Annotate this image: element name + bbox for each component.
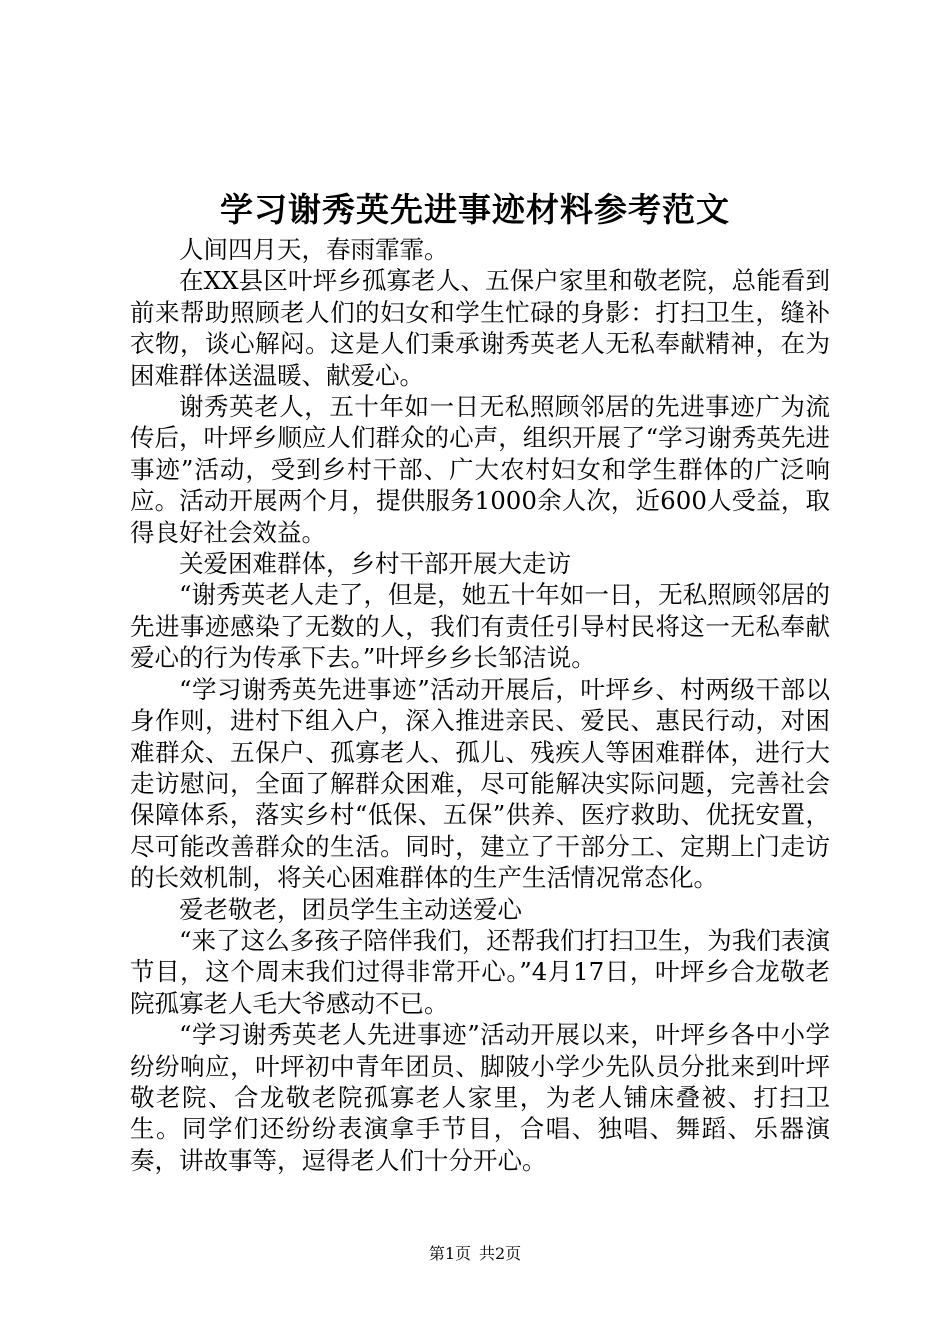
paragraph: 谢秀英老人，五十年如一日无私照顾邻居的先进事迹广为流传后，叶坪乡顺应人们群众的心声，组织开展了“学习谢秀英先进事迹”活动，受到乡村干部、广大农村妇女和学生群体的广泛响应。活动开展两个月，提供服务1000余人次，近600人受益，取得良好社会效益。: [130, 392, 830, 547]
paragraph: 在XX县区叶坪乡孤寡老人、五保户家里和敬老院，总能看到前来帮助照顾老人们的妇女和学生忙碌的身影：打扫卫生，缝补衣物，谈心解闷。这是人们秉承谢秀英老人无私奉献精神，在为困难群体送温暖、献爱心。: [130, 266, 830, 390]
section-heading: 关爱困难群体，乡村干部开展大走访: [179, 549, 571, 579]
page-total: 共2页: [479, 1244, 522, 1263]
paragraph: “学习谢秀英先进事迹”活动开展后，叶坪乡、村两级干部以身作则，进村下组入户，深入推进亲民、爱民、惠民行动，对困难群众、五保户、孤寡老人、孤儿、残疾人等困难群体，进行大走访慰问，全面了解群众困难，尽可能解决实际问题，完善社会保障体系，落实乡村“低保、五保”供养、医疗救助、优抚安置，尽可能改善群众的生活。同时，建立了干部分工、定期上门走访的长效机制，将关心困难群体的生产生活情况常态化。: [130, 674, 830, 893]
section-heading: 爱老敬老，团员学生主动送爱心: [179, 894, 522, 924]
page-footer: [0, 1243, 950, 1265]
paragraph: “来了这么多孩子陪伴我们，还帮我们打扫卫生，为我们表演节目，这个周末我们过得非常开心。”4月17日，叶坪乡合龙敬老院孤寡老人毛大爷感动不已。: [130, 925, 830, 1018]
document-title: 学习谢秀英先进事迹材料参考范文: [220, 190, 730, 229]
page-number: 第1页: [428, 1244, 471, 1263]
document-body: [130, 234, 830, 1176]
paragraph: “谢秀英老人走了，但是，她五十年如一日，无私照顾邻居的先进事迹感染了无数的人，我们有责任引导村民将这一无私奉献爱心的行为传承下去。”叶坪乡乡长邹洁说。: [130, 580, 830, 673]
paragraph: “学习谢秀英老人先进事迹”活动开展以来，叶坪乡各中小学纷纷响应，叶坪初中青年团员、脚陂小学少先队员分批来到叶坪敬老院、合龙敬老院孤寡老人家里，为老人铺床叠被、打扫卫生。同学们还纷纷表演拿手节目，合唱、独唱、舞蹈、乐器演奏，讲故事等，逗得老人们十分开心。: [130, 1020, 830, 1175]
paragraph: 人间四月天，春雨霏霏。: [179, 235, 449, 264]
